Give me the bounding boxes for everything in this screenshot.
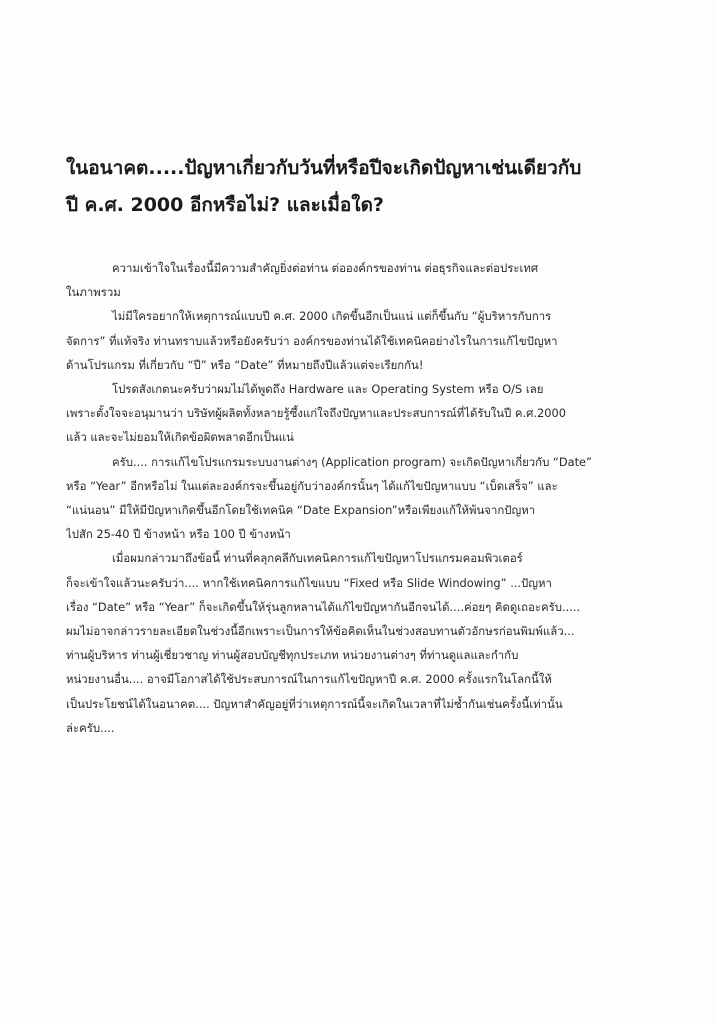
paragraph-4-line-1: ครับ.... การแก้ไขโปรแกรมระบบงานต่างๆ (Application program) จะเกิดปัญหาเกี่ยวกับ “Date”: [112, 454, 592, 469]
title-line-1: ในอนาคต.....ปัญหาเกี่ยวกับวันที่หรือปีจะเกิดปัญหาเช่นเดียวกับ: [66, 157, 582, 179]
paragraph-4-line-4: ไปสัก 25-40 ปี ข้างหน้า หรือ 100 ปี ข้างหน้า: [66, 527, 291, 542]
paragraph-5-line-7: เป็นประโยชน์ได้ในอนาคต.... ปัญหาสำคัญอยู่ที่ว่าเหตุการณ์นี้จะเกิดในเวลาที่ไม่ซ้ำกันเช่นครั้งนี้เท่านั้น: [66, 696, 563, 711]
paragraph-1-line-2: ในภาพรวม: [66, 285, 121, 300]
paragraph-3-line-1: โปรดสังเกตนะครับว่าผมไม่ได้พูดถึง Hardware และ Operating System หรือ O/S เลย: [112, 382, 544, 397]
paragraph-3-line-3: แล้ว และจะไม่ยอมให้เกิดข้อผิดพลาดอีกเป็นแน่: [66, 430, 294, 445]
paragraph-2-line-1: ไม่มีใครอยากให้เหตุการณ์แบบปี ค.ศ. 2000 เกิดขึ้นอีกเป็นแน่ แต่ก็ขึ้นกับ “ผู้บริหารกับการ: [112, 309, 552, 324]
paragraph-2-line-3: ด้านโปรแกรม ที่เกี่ยวกับ “ปี” หรือ “Date” ที่หมายถึงปีแล้วแต่จะเรียกกัน!: [66, 357, 424, 372]
body-text: [66, 256, 640, 740]
paragraph-5-line-5: ท่านผู้บริหาร ท่านผู้เชี่ยวชาญ ท่านผู้สอบบัญชีทุกประเภท หน่วยงานต่างๆ ที่ท่านดูแลและกำกับ: [66, 648, 519, 663]
page-title: [66, 150, 666, 224]
paragraph-5-line-8: ล่ะครับ....: [66, 720, 115, 735]
paragraph-1-line-1: ความเข้าใจในเรื่องนี้มีความสำคัญยิ่งต่อท่าน ต่อองค์กรของท่าน ต่อธุรกิจและต่อประเทศ: [112, 261, 539, 275]
paragraph-5-line-3: เรื่อง “Date” หรือ “Year” ก็จะเกิดขึ้นให้รุ่นลูกหลานได้แก้ไขปัญหากันอีกจนได้....ค่อยๆ คิดดูเถอะครับ.....: [66, 599, 581, 614]
paragraph-5-line-1: เมื่อผมกล่าวมาถึงข้อนี้ ท่านที่คลุกคลีกับเทคนิคการแก้ไขปัญหาโปรแกรมคอมพิวเตอร์: [112, 551, 523, 566]
paragraph-2-line-2: จัดการ” ที่แท้จริง ท่านทราบแล้วหรือยังครับว่า องค์กรของท่านได้ใช้เทคนิคอย่างไรในการแก้ไขปัญหา: [66, 333, 558, 348]
title-line-2: ปี ค.ศ. 2000 อีกหรือไม่? และเมื่อใด?: [66, 194, 384, 216]
paragraph-4-line-2: หรือ “Year” อีกหรือไม่ ในแต่ละองค์กรจะขึ้นอยู่กับว่าองค์กรนั้นๆ ได้แก้ไขปัญหาแบบ “เบ็ดเสร็จ” และ: [66, 478, 558, 493]
paragraph-5-line-4: ผมไม่อาจกล่าวรายละเอียดในช่วงนี้อีกเพราะเป็นการให้ข้อคิดเห็นในช่วงสอบทานตัวอักษรก่อนพิมพ์แล้ว...: [66, 624, 575, 639]
paragraph-5-line-6: หน่วยงานอื่น.... อาจมีโอกาสได้ใช้ประสบการณ์ในการแก้ไขปัญหาปี ค.ศ. 2000 ครั้งแรกในโลกนี้ให้: [66, 672, 552, 687]
paragraph-3-line-2: เพราะตั้งใจจะอนุมานว่า บริษัทผู้ผลิตทั้งหลายรู้ซึ้งแก่ใจถึงปัญหาและประสบการณ์ที่ได้รับในปี ค.ศ.2000: [66, 406, 566, 421]
paragraph-4-line-3: “แน่นอน” มีให้มีปัญหาเกิดขึ้นอีกโดยใช้เทคนิค “Date Expansion”หรือเพียงแก้ให้พ้นจากปัญหา: [66, 503, 536, 518]
paragraph-5-line-2: ก็จะเข้าใจแล้วนะครับว่า.... หากใช้เทคนิคการแก้ไขแบบ “Fixed หรือ Slide Windowing” ...ปัญหา: [66, 575, 552, 590]
